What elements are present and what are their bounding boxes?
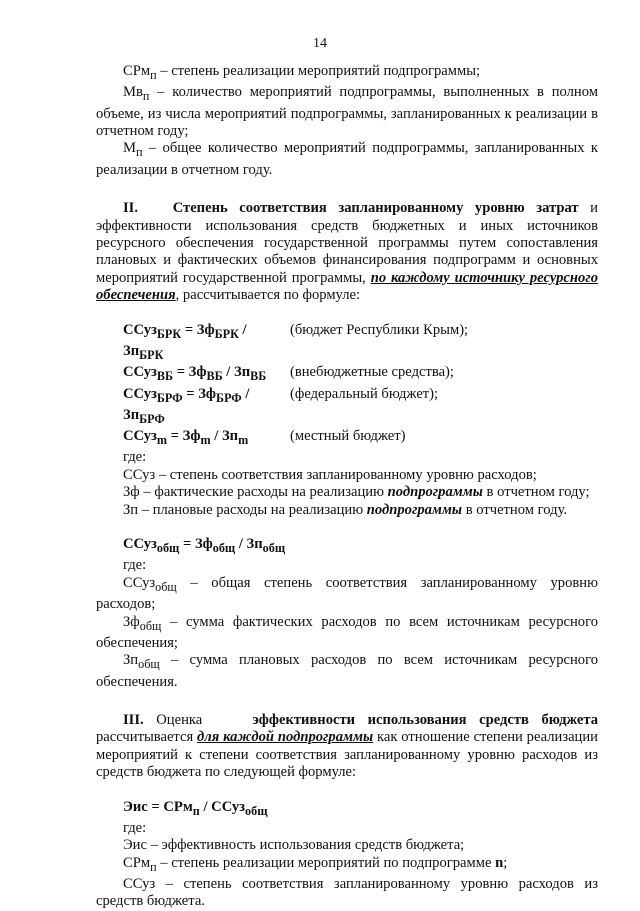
section-2-emphasis: по каждому источнику ресурсного обеспечения xyxy=(96,269,598,304)
section-2-paragraph: II. Степень соответствия запланированному уровню затрат и эффективности использования средств бюджетных и иных источников ресурсного обеспечения государственной программы путем сопоставления плановых и фактических объемов финансирования подпрограмм и основных мероприятий государственной программы, по каждому источнику ресурсного обеспечения, рассчитывается по формуле: xyxy=(96,200,598,304)
formula-m: ССуз$_m$ = $Зф_m / Зп_m$ (местный бюджет) xyxy=(123,428,406,448)
definition-ssuz-total: ССуз$_{общ}$ – общая степень соответствия запланированному уровню расходов; xyxy=(96,574,598,613)
where-label-3: где: xyxy=(123,819,147,836)
definition-ssuz: ССуз – степень соответствия запланированному уровню расходов; xyxy=(123,466,537,483)
where-label-1: где: xyxy=(123,449,147,466)
formula-vb: ССуз$_{ВБ}$ = $Зф_{ВБ} / Зп_{ВБ}$ (внебюджетные средства); xyxy=(123,364,454,384)
definition-srm: СРм$_п$ – степень реализации мероприятий подпрограммы; xyxy=(123,63,481,82)
definition-zp: Зп – плановые расходы на реализацию подпрограммы в отчетном году. xyxy=(123,501,568,518)
formula-eis: Эис = СРм$_п$ / ССуз$_{общ}$ xyxy=(123,798,268,818)
page-number: 14 xyxy=(313,36,327,51)
definition-zf-total: $Зф_{общ}$ – сумма фактических расходов по всем источникам ресурсного обеспечения; xyxy=(96,613,598,651)
section-2-number: II. xyxy=(123,200,139,217)
definition-ssuz-budget: ССуз – степень соответствия запланированному уровню расходов из средств бюджета. xyxy=(96,876,598,910)
formula-brf: ССуз$_{БРФ}$ = $Зф_{БРФ} / Зп_{БРФ}$ (федеральный бюджет); xyxy=(123,385,439,426)
document-body xyxy=(96,63,598,911)
formula-brk: ССуз$_{БРК}$ = $Зф_{БРК} / Зп_{БРК}$ (бюджет Республики Крым); xyxy=(123,321,469,362)
section-3-number: III. xyxy=(123,711,144,728)
section-3-paragraph: III. Оценка эффективности использования средств бюджета рассчитывается для каждой подпрограммы как отношение степени реализации мероприятий к степени соответствия запланированному уровню расходов из средств бюджета по следующей формуле: xyxy=(96,711,598,781)
definition-zf: Зф – фактические расходы на реализацию подпрограммы в отчетном году; xyxy=(123,484,590,501)
definition-eis: Эис – эффективность использования средств бюджета; xyxy=(123,837,465,854)
definition-srm-n: СРм$_п$ – степень реализации мероприятий по подпрограмме n; xyxy=(123,854,508,874)
formula-total: ССуз$_{общ}$ = $Зф_{общ} / Зп_{общ}$ xyxy=(123,536,286,555)
definition-mv: $Мв_п$ – количество мероприятий подпрограммы, выполненных в полном объеме, из числа мероприятий подпрограммы, запланированных к реализации в отчетном году; xyxy=(96,84,598,140)
section-3-title: эффективности использования средств бюджета xyxy=(252,711,598,728)
where-label-2: где: xyxy=(123,557,147,574)
section-3-emphasis: для каждой подпрограммы xyxy=(197,729,374,746)
definition-m: $М_п$ – общее количество мероприятий подпрограммы, запланированных к реализации в отчетном году. xyxy=(96,140,598,178)
definition-zp-total: $Зп_{общ}$ – сумма плановых расходов по всем источникам ресурсного обеспечения. xyxy=(96,652,598,690)
section-2-title: Степень соответствия запланированному уровню затрат xyxy=(172,200,579,217)
